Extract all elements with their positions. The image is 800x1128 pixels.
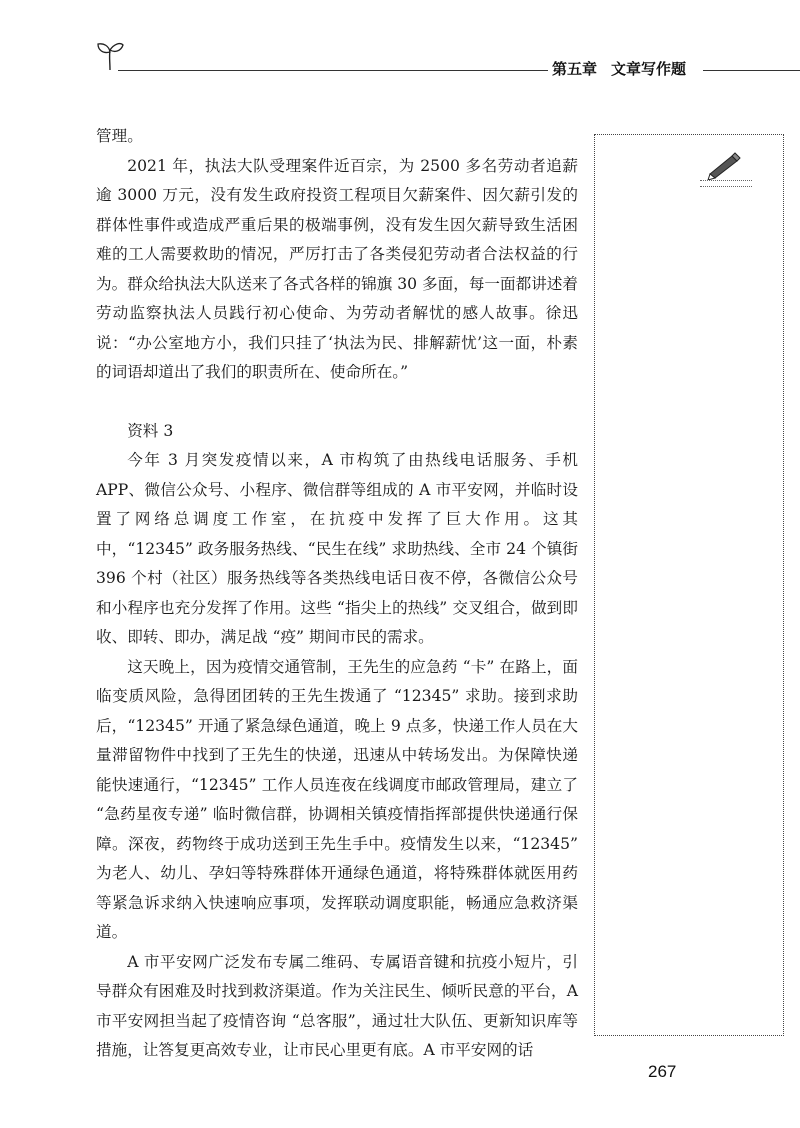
paragraph: A 市平安网广泛发布专属二维码、专属语音键和抗疫小短片，引导群众有困难及时找到救济渠道。作为关注民生、倾听民意的平台，A 市平安网担当起了疫情咨询 “总客服”，通过壮大队伍、更新知识库等措施，让答复更高效专业，让市民心里更有底。A 市平安网的话 <box>96 952 578 1059</box>
header-rule-right <box>703 70 800 71</box>
section-heading: 资料 3 <box>127 421 174 440</box>
notes-line <box>700 186 752 187</box>
paragraph: 管理。 <box>96 127 143 145</box>
page-number: 267 <box>648 1062 677 1081</box>
document-body <box>96 122 578 1066</box>
paragraph: 今年 3 月突发疫情以来，A 市构筑了由热线电话服务、手机 APP、微信公众号、小程序、微信群等组成的 A 市平安网，并临时设置了网络总调度工作室，在抗疫中发挥了巨大作用。这其中，“12345” 政务服务热线、“民生在线” 求助热线、全市 24 个镇街 396 个村（社区）服务热线等各类热线电话日夜不停，各微信公众号和小程序也充分发挥了作用。这些 “指尖上的热线” 交叉组合，做到即收、即转、即办，满足战 “疫” 期间市民的需求。 <box>96 451 578 646</box>
header-rule <box>118 70 548 71</box>
notes-line <box>700 180 752 181</box>
chapter-title: 文章写作题 <box>611 60 687 78</box>
paragraph: 2021 年，执法大队受理案件近百宗，为 2500 多名劳动者追薪逾 3000 万元，没有发生政府投资工程项目欠薪案件、因欠薪引发的群体性事件或造成严重后果的极端事例，没有发生因欠薪导致生活困难的工人需要救助的情况，严厉打击了各类侵犯劳动者合法权益的行为。群众给执法大队送来了各式各样的锦旗 30 多面，每一面都讲述着劳动监察执法人员践行初心使命、为劳动者解忧的感人故事。徐迅说：“办公室地方小，我们只挂了‘执法为民、排解薪忧’这一面，朴素的词语却道出了我们的职责所在、使命所在。” <box>96 156 578 381</box>
paragraph: 这天晚上，因为疫情交通管制，王先生的应急药 “卡” 在路上，面临变质风险，急得团团转的王先生拨通了 “12345” 求助。接到求助后，“12345” 开通了紧急绿色通道，晚上 9 点多，快递工作人员在大量滞留物件中找到了王先生的快递，迅速从中转场发出。为保障快递能快速通行，“12345” 工作人员连夜在线调度市邮政管理局，建立了 “急药星夜专递” 临时微信群，协调相关镇疫情指挥部提供快递通行保障。深夜，药物终于成功送到王先生手中。疫情发生以来，“12345” 为老人、幼儿、孕妇等特殊群体开通绿色通道，将特殊群体就医用药等紧急诉求纳入快速响应事项，发挥联动调度职能，畅通应急救济渠道。 <box>96 657 578 941</box>
pencil-icon <box>706 150 744 180</box>
chapter-heading <box>552 58 700 79</box>
sprout-icon <box>95 36 125 72</box>
notes-margin-box <box>594 134 784 1036</box>
chapter-label: 第五章 <box>552 60 598 78</box>
